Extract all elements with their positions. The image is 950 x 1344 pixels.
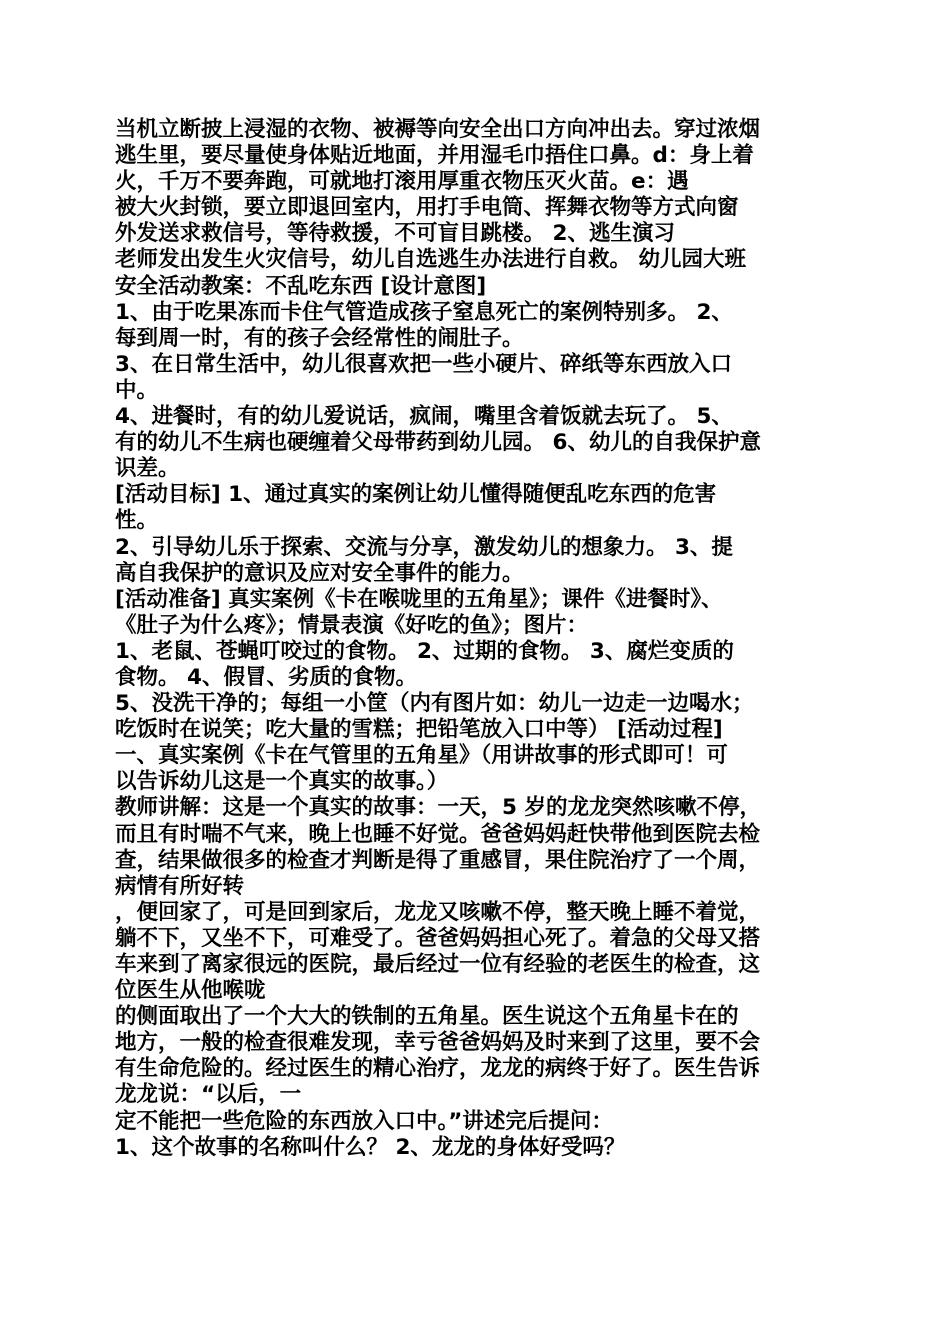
text-line: 被大火封锁，要立即退回室内，用打手电筒、挥舞衣物等方式向窗	[115, 195, 739, 221]
text-line: 高自我保护的意识及应对安全事件的能力。	[115, 560, 524, 586]
text-line: 中。	[115, 377, 159, 403]
text-line: 识差。	[115, 456, 180, 482]
text-line: [活动准备] 真实案例《卡在喉咙里的五角星》；课件《进餐时》、	[115, 586, 723, 612]
text-line: 《肚子为什么疼》；情景表演《好吃的鱼》；图片：	[115, 612, 589, 638]
text-line: 定不能把一些危险的东西放入口中。”讲述完后提问：	[115, 1108, 613, 1134]
text-line: 一、真实案例《卡在气管里的五角星》（用讲故事的形式即可！可	[115, 743, 728, 769]
text-line: ，便回家了，可是回到家后，龙龙又咳嗽不停，整天晚上睡不着觉，	[115, 899, 761, 925]
text-line: 车来到了离家很远的医院，最后经过一位有经验的老医生的检查，这	[115, 952, 761, 977]
text-line: 而且有时喘不气来，晚上也睡不好觉。爸爸妈妈赶快带他到医院去检	[115, 821, 761, 847]
text-line: 2、引导幼儿乐于探索、交流与分享，激发幼儿的想象力。 3、提	[115, 534, 733, 560]
document-body	[115, 117, 840, 1161]
text-line: 有生命危险的。经过医生的精心治疗，龙龙的病终于好了。医生告诉	[115, 1056, 761, 1082]
text-line: 安全活动教案：不乱吃东西 [设计意图]	[115, 273, 487, 299]
text-line: 1、这个故事的名称叫什么？ 2、龙龙的身体好受吗？	[115, 1134, 626, 1160]
text-line: 以告诉幼儿这是一个真实的故事。）	[115, 769, 449, 795]
text-line: 逃生里，要尽量使身体贴近地面，并用湿毛巾捂住口鼻。d：身上着	[115, 143, 754, 169]
text-line: 的侧面取出了一个大大的铁制的五角星。医生说这个五角星卡在的	[115, 1004, 739, 1030]
text-line: 火，千万不要奔跑，可就地打滚用厚重衣物压灭火苗。e：遇	[115, 169, 689, 195]
text-line: 病情有所好转	[115, 873, 245, 899]
text-line: 性。	[115, 508, 159, 534]
text-line: 外发送求救信号，等待救援，不可盲目跳楼。 2、逃生演习	[115, 221, 675, 247]
text-line: 吃饭时在说笑；吃大量的雪糕；把铅笔放入口中等） [活动过程]	[115, 717, 723, 743]
text-line: 当机立断披上浸湿的衣物、被褥等向安全出口方向冲出去。穿过浓烟	[115, 117, 761, 142]
text-line: 教师讲解：这是一个真实的故事：一天，5 岁的龙龙突然咳嗽不停，	[115, 795, 761, 821]
text-line: 躺不下，又坐不下，可难受了。爸爸妈妈担心死了。着急的父母又搭	[115, 925, 761, 951]
text-line: 4、进餐时，有的幼儿爱说话，疯闹，嘴里含着饭就去玩了。 5、	[115, 404, 733, 430]
text-line: 3、在日常生活中，幼儿很喜欢把一些小硬片、碎纸等东西放入口	[115, 351, 732, 377]
text-line: 老师发出发生火灾信号，幼儿自选逃生办法进行自救。 幼儿园大班	[115, 247, 746, 273]
text-line: 食物。 4、假冒、劣质的食物。	[115, 664, 417, 690]
text-line: 1、老鼠、苍蝇叮咬过的食物。 2、过期的食物。 3、腐烂变质的	[115, 638, 734, 664]
text-line: [活动目标] 1、通过真实的案例让幼儿懂得随便乱吃东西的危害	[115, 482, 717, 508]
text-line: 位医生从他喉咙	[115, 978, 266, 1004]
text-line: 5、没洗干净的；每组一小筐（内有图片如：幼儿一边走一边喝水；	[115, 691, 754, 717]
text-line: 地方，一般的检查很难发现，幸亏爸爸妈妈及时来到了这里，要不会	[115, 1030, 761, 1056]
text-line: 有的幼儿不生病也硬缠着父母带药到幼儿园。 6、幼儿的自我保护意	[115, 430, 761, 456]
text-line: 每到周一时，有的孩子会经常性的闹肚子。	[115, 325, 524, 351]
text-line: 龙龙说：“以后，一	[115, 1082, 302, 1108]
text-line: 1、由于吃果冻而卡住气管造成孩子窒息死亡的案例特别多。 2、	[115, 299, 733, 325]
text-line: 查，结果做很多的检查才判断是得了重感冒，果住院治疗了一个周，	[115, 847, 761, 873]
